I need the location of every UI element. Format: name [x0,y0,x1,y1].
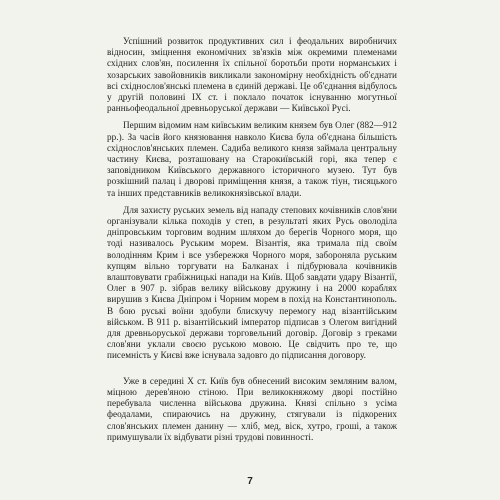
paragraph-4: Уже в середині X ст. Київ був обнесений високим земляним валом, міцною дерев'яною стіною. При великокняжому дворі постійно перебувала численна військова дружина. Князі спільно з усіма феодалами, спираючись на дружину, стягували із підкорених слов'янських племен данину — хліб, мед, віск, хутро, гроші, а також примушували їх відбувати різні трудові повинності. [107,375,397,442]
page-number: 7 [247,476,253,487]
paragraph-3: Для захисту руських земель від нападу степових кочівників слов'яни організували кілька походів у степ, в результаті яких Русь оволоділа дніпровським торговим водним шляхом до берегів Чорного моря, що тоді називалось Руським морем. Візантія, яка тримала під своїм володінням Крим і все узбережжя Чорного моря, забороняла руським купцям вільно торгувати на Балканах і підбурювала кочівників влаштовувати грабіжницькі напади на Київ. Щоб завдати удару Візантії, Олег в 907 р. зібрав велику військову дружину і на 2000 кораблях вирушив з Києва Дніпром і Чорним морем в похід на Константинополь. В бою руські воїни здобули блискучу перемогу над візантійським військом. В 911 р. візантійський імператор підписав з Олегом вигідний для древньоруської держави торговельний договір. Договір з греками слов'яни уклали своєю руською мовою. Це свідчить про те, що писемність у Києві вже існувала задовго до підписання договору. [107,204,397,361]
paragraph-2: Першим відомим нам київським великим князем був Олег (882—912 рр.). За часів його князювання навколо Києва була об'єднана більшість східнослов'янських племен. Садиба великого князя займала центральну частину Києва, розташовану на Старокиївській горі, яка тепер є заповідником Київського державного історичного музею. Тут був розкішний палац і дворові приміщення князя, а також тіун, тисяцького та інших представників великокнязівської влади. [107,120,397,198]
body-text [107,36,397,449]
paragraph-1: Успішний розвиток продуктивних сил і феодальних виробничих відносин, зміцнення економічних зв'язків між окремими племенами східних слов'ян, посилення їх спільної боротьби проти норманських і хозарських завойовників викликали закономірну необхідність об'єднати всі східнослов'янські племена в єдиній державі. Це об'єднання відбулось у другій половині IX ст. і поклало початок існуванню могутньої ранньофеодальної древньоруської держави — Київської Русі. [107,36,397,114]
